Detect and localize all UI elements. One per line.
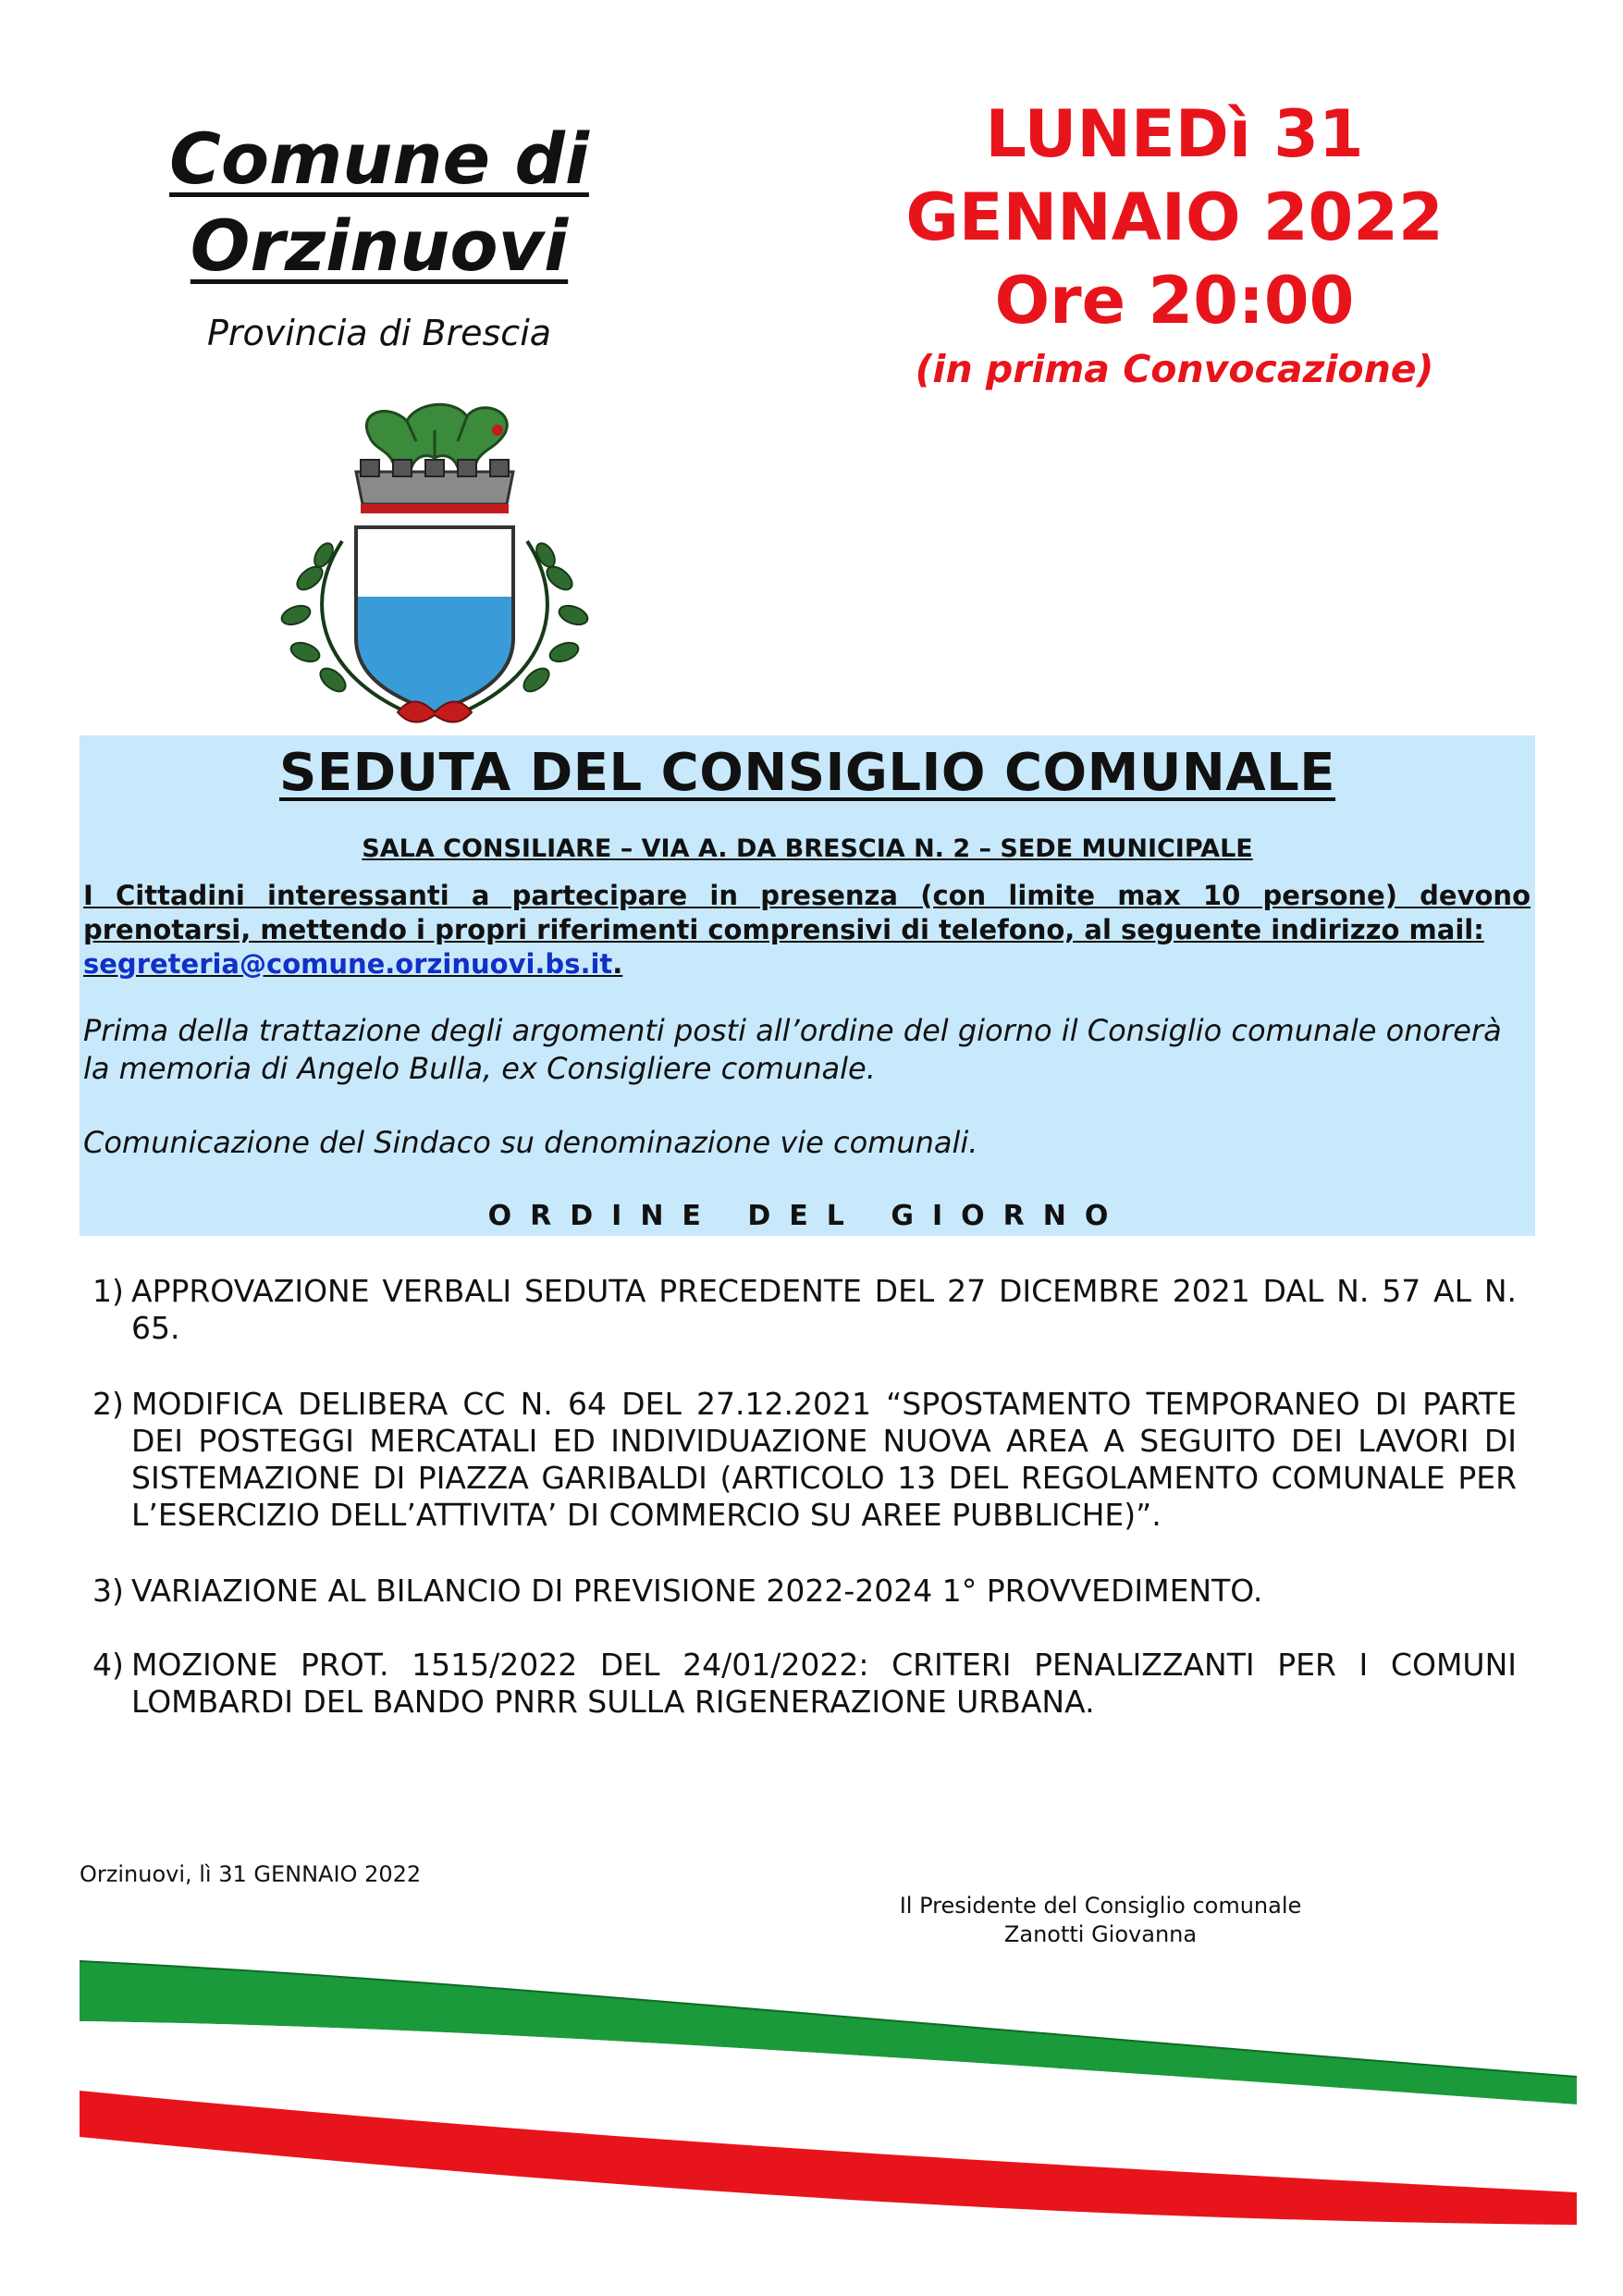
prenotazione-text: I Cittadini interessanti a partecipare in presenza (con limite max 10 persone) devono prenotarsi, mettendo i propri riferimenti comprensivi di telefono, al seguente indirizzo mail: xyxy=(83,880,1531,945)
agenda-item-number: 2) xyxy=(92,1386,124,1422)
signature-name: Zanotti Giovanna xyxy=(1003,1921,1198,1947)
meeting-time: Ore 20:00 xyxy=(994,263,1355,339)
signature-role: Il Presidente del Consiglio comunale xyxy=(899,1893,1302,1919)
agenda-item-text: APPROVAZIONE VERBALI SEDUTA PRECEDENTE DEL 27 DICEMBRE 2021 DAL N. 57 AL N. 65. xyxy=(131,1273,1517,1346)
date-weekday-day: LUNEDì 31 xyxy=(985,96,1364,172)
agenda-item xyxy=(92,1386,1517,1534)
prenotazione-notice xyxy=(83,879,1531,981)
agenda-item-number: 1) xyxy=(92,1273,124,1309)
comune-title-line1: Comune di xyxy=(169,117,589,200)
agenda-item-text: VARIAZIONE AL BILANCIO DI PREVISIONE 2022-2024 1° PROVVEDIMENTO. xyxy=(131,1573,1263,1609)
convocazione-note: (in prima Convocazione) xyxy=(915,347,1434,391)
comunicazione-sindaco: Comunicazione del Sindaco su denominazione vie comunali. xyxy=(83,1125,978,1160)
date-block xyxy=(814,93,1535,394)
sala-location: SALA CONSILIARE – VIA A. DA BRESCIA N. 2 – SEDE MUNICIPALE xyxy=(362,834,1253,863)
email-link[interactable]: segreteria@comune.orzinuovi.bs.it xyxy=(83,948,613,980)
provincia-label: Provincia di Brescia xyxy=(206,313,552,353)
ordine-del-giorno-title: ORDINE DEL GIORNO xyxy=(487,1200,1127,1232)
date-month-year: GENNAIO 2022 xyxy=(905,179,1444,255)
comune-title-line2: Orzinuovi xyxy=(190,204,569,287)
italian-flag-ribbon-icon xyxy=(0,1943,1623,2296)
signature-block xyxy=(832,1892,1369,1949)
seduta-title: SEDUTA DEL CONSIGLIO COMUNALE xyxy=(278,743,1336,803)
email-period: . xyxy=(612,948,623,980)
agenda-item-text: MOZIONE PROT. 1515/2022 DEL 24/01/2022: CRITERI PENALIZZANTI PER I COMUNI LOMBARDI DEL BANDO PNRR SULLA RIGENERAZIONE URBANA. xyxy=(131,1647,1517,1720)
agenda-item xyxy=(92,1647,1517,1721)
agenda-item xyxy=(92,1573,1517,1610)
email-line xyxy=(83,947,1531,981)
agenda-item-number: 3) xyxy=(92,1573,124,1609)
memoria-note: Prima della trattazione degli argomenti posti all’ordine del giorno il Consiglio comunale onorerà la memoria di Angelo Bulla, ex Consigliere comunale. xyxy=(83,1013,1502,1086)
agenda-item-number: 4) xyxy=(92,1647,124,1683)
agenda-item-text: MODIFICA DELIBERA CC N. 64 DEL 27.12.2021 “SPOSTAMENTO TEMPORANEO DI PARTE DEI POSTEGGI MERCATALI ED INDIVIDUAZIONE NUOVA AREA A SEGUITO DEI LAVORI DI SISTEMAZIONE DI PIAZZA GARIBALDI (ARTICOLO 13 DEL REGOLAMENTO COMUNALE PER L’ESERCIZIO DELL’ATTIVITA’ DI COMMERCIO SU AREE PUBBLICHE)”. xyxy=(131,1386,1517,1533)
agenda-item xyxy=(92,1273,1517,1347)
coat-of-arms-icon xyxy=(268,393,601,731)
footer-place-date: Orzinuovi, lì 31 GENNAIO 2022 xyxy=(80,1861,422,1887)
comune-title xyxy=(120,116,638,290)
